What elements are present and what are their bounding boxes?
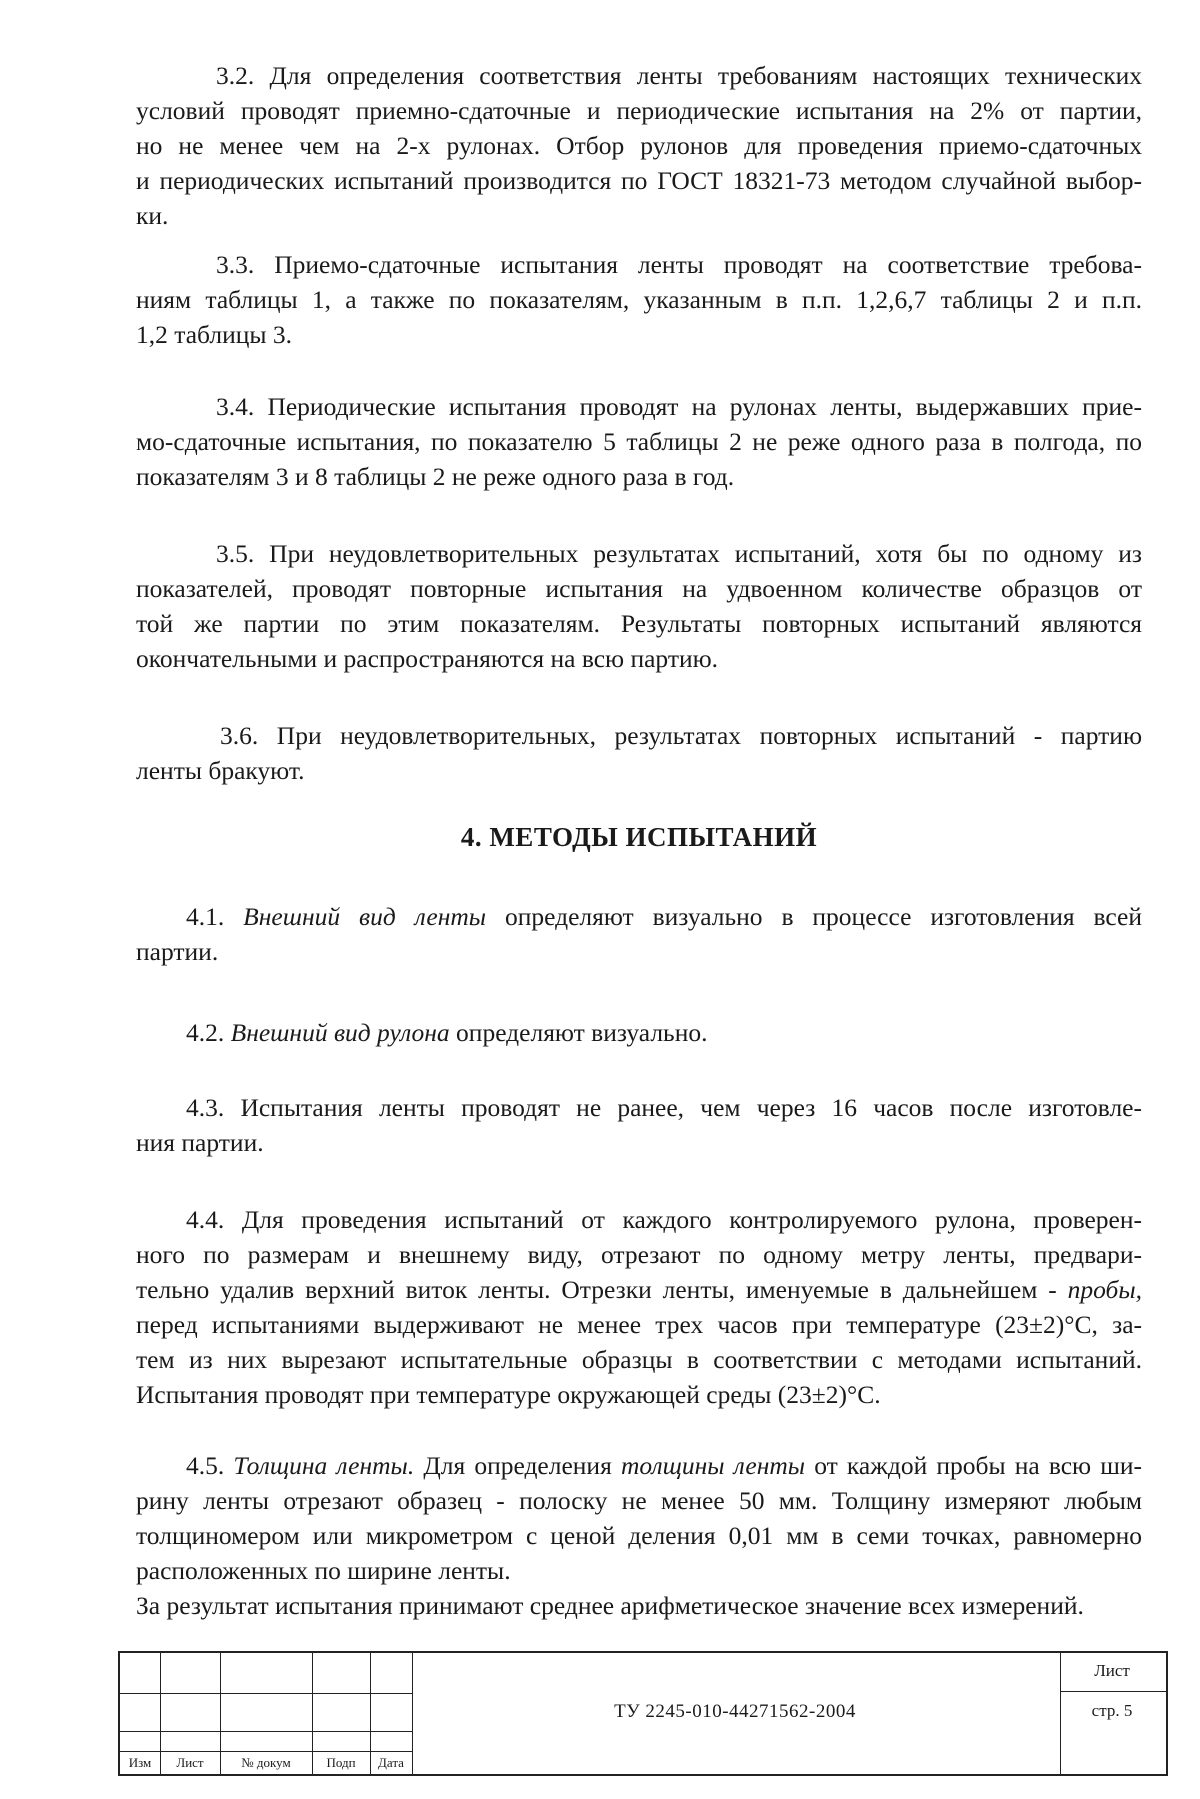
term-italic: толщины ленты xyxy=(620,1451,806,1480)
text-line: За результат испытания принимают среднее арифметическое значение всех измерений. xyxy=(136,1591,1084,1620)
paragraph-4-1 xyxy=(136,899,1142,969)
item-number: 4.2. xyxy=(186,1018,231,1047)
sheet-label: Лист xyxy=(1094,1661,1130,1680)
text-line: расположенных по ширине ленты. xyxy=(136,1556,511,1585)
text-line: 3.5. При неудовлетворительных результатах испытаний, хотя бы по одному из xyxy=(216,539,1142,568)
paragraph-3-6 xyxy=(136,718,1142,788)
paragraph-3-3 xyxy=(136,247,1142,352)
text-line: показателей, проводят повторные испытания на удвоенном количестве образцов от xyxy=(136,574,1142,603)
col-date: Дата xyxy=(378,1755,404,1770)
term-italic: Внешний вид ленты xyxy=(243,902,487,931)
text-line: условий проводят приемно-сдаточные и периодические испытания на 2% от партии, xyxy=(136,96,1142,125)
text-line xyxy=(136,1015,1142,1050)
text-line xyxy=(136,1448,1142,1483)
term-italic: Внешний вид рулона xyxy=(230,1018,450,1047)
text-span: определяют визуально. xyxy=(449,1018,708,1047)
text-line: 4.4. Для проведения испытаний от каждого контролируемого рулона, проверен- xyxy=(186,1205,1142,1234)
text-line: мо-сдаточные испытания, по показателю 5 таблицы 2 не реже одного раза в полгода, по xyxy=(136,427,1142,456)
paragraph-4-2 xyxy=(136,1015,1142,1050)
text-line: рину ленты отрезают образец - полоску не менее 50 мм. Толщину измеряют любым xyxy=(136,1486,1142,1515)
col-signature: Подп xyxy=(326,1755,356,1770)
text-span: от каждой пробы на всю ши- xyxy=(805,1451,1142,1480)
text-line: но не менее чем на 2-х рулонах. Отбор рулонов для проведения приемо-сдаточных xyxy=(136,131,1142,160)
page-number: стр. 5 xyxy=(1091,1701,1133,1720)
item-number: 4.5. xyxy=(186,1451,234,1480)
text-span: тельно удалив верхний виток ленты. Отрезки ленты, именуемые в дальнейшем - xyxy=(136,1275,1068,1304)
text-line: толщиномером или микрометром с ценой деления 0,01 мм в семи точках, равномерно xyxy=(136,1521,1142,1550)
text-line: той же партии по этим показателям. Результаты повторных испытаний являются xyxy=(136,609,1142,638)
section-heading: 4. МЕТОДЫ ИСПЫТАНИЙ xyxy=(460,822,818,852)
paragraph-3-5 xyxy=(136,536,1142,676)
text-line: 4.3. Испытания ленты проводят не ранее, чем через 16 часов после изготовле- xyxy=(186,1093,1142,1122)
term-italic: Толщина ленты. xyxy=(233,1451,415,1480)
paragraph-3-2 xyxy=(136,58,1142,233)
text-line: 3.2. Для определения соответствия ленты требованиям настоящих технических xyxy=(216,61,1142,90)
text-line: тем из них вырезают испытательные образцы в соответствии с методами испытаний. xyxy=(136,1345,1142,1374)
text-line: окончательными и распространяются на всю партию. xyxy=(136,644,719,673)
text-span: Для определения xyxy=(414,1451,621,1480)
stamp-row-line xyxy=(120,1731,412,1732)
text-line: 3.4. Периодические испытания проводят на рулонах ленты, выдержавших прие- xyxy=(216,392,1142,421)
text-line: 3.3. Приемо-сдаточные испытания ленты проводят на соответствие требова- xyxy=(216,250,1142,279)
stamp-row-line xyxy=(120,1751,412,1752)
stamp-row-line xyxy=(1060,1691,1168,1692)
col-sheet: Лист xyxy=(176,1755,204,1770)
paragraph-4-3 xyxy=(136,1090,1142,1160)
paragraph-4-4 xyxy=(136,1202,1142,1412)
text-line: 1,2 таблицы 3. xyxy=(136,320,293,349)
col-doc-number: № докум xyxy=(241,1755,291,1770)
text-line: ниям таблицы 1, а также по показателям, указанным в п.п. 1,2,6,7 таблицы 2 и п.п. xyxy=(136,285,1142,314)
stamp-row-line xyxy=(120,1693,412,1694)
text-line: перед испытаниями выдерживают не менее трех часов при температуре (23±2)°С, за- xyxy=(136,1310,1142,1339)
paragraph-3-4 xyxy=(136,389,1142,494)
term-italic: пробы, xyxy=(1067,1275,1142,1304)
text-line: ленты бракуют. xyxy=(136,756,305,785)
item-number: 4.1. xyxy=(186,902,244,931)
text-line xyxy=(136,899,1142,934)
text-line xyxy=(136,1272,1142,1307)
text-line: ния партии. xyxy=(136,1128,264,1157)
text-line: ного по размерам и внешнему виду, отрезают по одному метру ленты, предвари- xyxy=(136,1240,1142,1269)
text-line: Испытания проводят при температуре окружающей среды (23±2)°С. xyxy=(136,1380,881,1409)
paragraph-4-5 xyxy=(136,1448,1142,1623)
text-line: ки. xyxy=(136,201,169,230)
text-line: и периодических испытаний производится по ГОСТ 18321-73 методом случайной выбор- xyxy=(136,166,1142,195)
document-code: ТУ 2245-010-44271562-2004 xyxy=(614,1701,856,1722)
text-span: определяют визуально в процессе изготовления всей xyxy=(486,902,1142,931)
text-line: 3.6. При неудовлетворительных, результатах повторных испытаний - партию xyxy=(220,721,1142,750)
text-line: показателям 3 и 8 таблицы 2 не реже одного раза в год. xyxy=(136,462,735,491)
title-block xyxy=(118,1651,1168,1776)
col-revision: Изм xyxy=(128,1755,152,1770)
text-line: партии. xyxy=(136,937,219,966)
